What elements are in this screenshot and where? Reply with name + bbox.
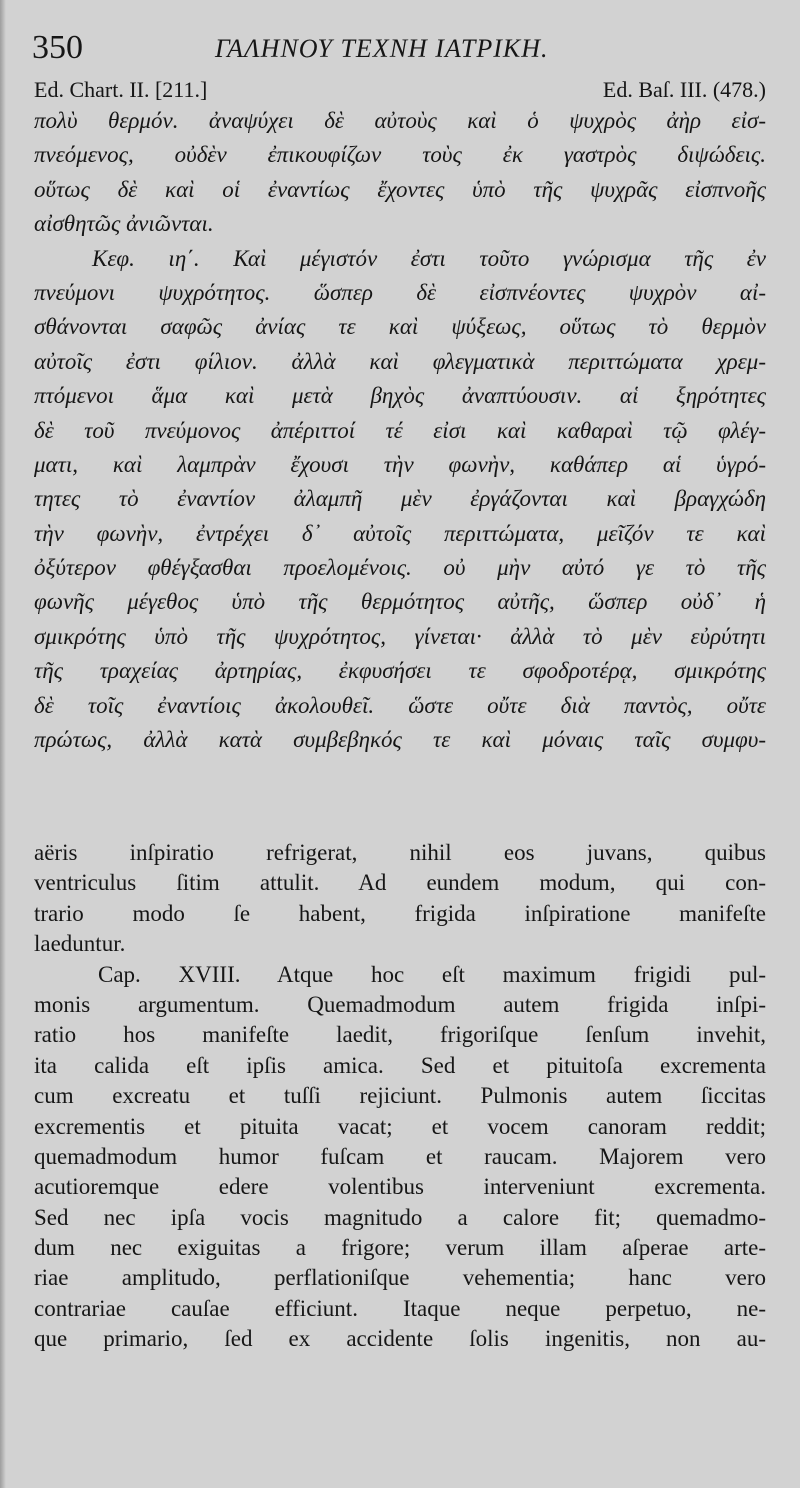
latin-text-line: contrariae cauſae efficiunt. Itaque neque perpetuo, ne- bbox=[34, 1295, 766, 1321]
latin-text-line: laeduntur. bbox=[34, 931, 126, 957]
latin-text-line: quemadmodum humor fuſcam et raucam. Majorem vero bbox=[34, 1143, 766, 1169]
latin-text-line: que primario, ſed ex accidente ſolis ingenitis, non au- bbox=[34, 1326, 766, 1352]
latin-chapter-heading-line: Cap. XVIII. Atque hoc eſt maximum frigidi pul- bbox=[98, 961, 766, 987]
running-title: ΓΑΛΗΝΟΥ ΤΕΧΝΗ ΙΑΤΡΙΚΗ. bbox=[215, 34, 549, 63]
greek-text-line: αἰσθητῶς ἀνιῶνται. bbox=[34, 211, 214, 237]
greek-text-line: ματι, καὶ λαμπρὰν ἔχουσι τὴν φωνὴν, καθάπερ αἱ ὑγρό- bbox=[34, 451, 766, 477]
latin-text-block bbox=[34, 838, 766, 1355]
latin-text-line: riae amplitudo, perflationiſque vehementia; hanc vero bbox=[34, 1265, 766, 1291]
greek-text-line: τῆς τραχείας ἀρτηρίας, ἐκφυσήσει τε σφοδροτέρᾳ, σμικρότης bbox=[34, 658, 766, 684]
page-number: 350 bbox=[32, 29, 83, 66]
latin-text-line: acutioremque edere volentibus interveniunt excrementa. bbox=[34, 1174, 766, 1200]
greek-text-line: πνεόμενος, οὐδὲν ἐπικουφίζων τοὺς ἐκ γαστρὸς διψώδεις. bbox=[34, 142, 766, 168]
greek-text-line: πολὺ θερμόν. ἀναψύχει δὲ αὐτοὺς καὶ ὁ ψυχρὸς ἀὴρ εἰσ- bbox=[34, 108, 766, 133]
latin-text-line: cum excreatu et tuſſi rejiciunt. Pulmonis autem ſiccitas bbox=[34, 1083, 766, 1109]
greek-text-line: πτόμενοι ἅμα καὶ μετὰ βηχὸς ἀναπτύουσιν. αἱ ξηρότητες bbox=[34, 383, 766, 409]
greek-text-line: πνεύμονι ψυχρότητος. ὥσπερ δὲ εἰσπνέοντες ψυχρὸν αἰ- bbox=[34, 279, 766, 305]
latin-text-line: Sed nec ipſa vocis magnitudo a calore fit; quemadmo- bbox=[34, 1204, 766, 1230]
latin-text-line: excrementis et pituita vacat; et vocem canoram reddit; bbox=[34, 1113, 766, 1139]
greek-text-line: σθάνονται σαφῶς ἀνίας τε καὶ ψύξεως, οὕτως τὸ θερμὸν bbox=[34, 314, 766, 340]
greek-text-line: ὀξύτερον φθέγξασθαι προελομένοις. οὐ μὴν αὐτό γε τὸ τῆς bbox=[34, 555, 766, 581]
edition-reference-line bbox=[34, 76, 766, 106]
edition-basel-reference: Ed. Baſ. III. (478.) bbox=[602, 77, 766, 102]
latin-text-line: ventriculus ſitim attulit. Ad eundem modum, qui con- bbox=[34, 870, 766, 896]
edition-chartier-reference: Ed. Chart. II. [211.] bbox=[34, 77, 208, 102]
greek-text-line: τητες τὸ ἐναντίον ἀλαμπῆ μὲν ἐργάζονται καὶ βραγχώδη bbox=[34, 486, 766, 512]
greek-text-line: αὐτοῖς ἐστι φίλιον. ἀλλὰ καὶ φλεγματικὰ περιττώματα χρεμ- bbox=[34, 348, 766, 374]
greek-text-line: σμικρότης ὑπὸ τῆς ψυχρότητος, γίνεται· ἀλλὰ τὸ μὲν εὐρύτητι bbox=[34, 623, 766, 649]
greek-text-block bbox=[34, 104, 766, 757]
greek-text-line: οὕτως δὲ καὶ οἱ ἐναντίως ἔχοντες ὑπὸ τῆς ψυχρᾶς εἰσπνοῆς bbox=[34, 176, 766, 202]
greek-chapter-heading-line: Κεφ. ιη΄. Καὶ μέγιστόν ἐστι τοῦτο γνώρισμα τῆς ἐν bbox=[92, 245, 766, 271]
latin-text-line: aëris inſpiratio refrigerat, nihil eos juvans, quibus bbox=[34, 840, 766, 865]
greek-text-line: φωνῆς μέγεθος ὑπὸ τῆς θερμότητος αὐτῆς, ὥσπερ οὐδ᾽ ἡ bbox=[34, 589, 766, 615]
latin-text-line: ita calida eſt ipſis amica. Sed et pituitoſa excrementa bbox=[34, 1052, 766, 1078]
page-edge-shadow bbox=[0, 0, 6, 1488]
greek-text-line: δὲ τοῖς ἐναντίοις ἀκολουθεῖ. ὥστε οὔτε διὰ παντὸς, οὔτε bbox=[34, 692, 766, 718]
latin-text-line: monis argumentum. Quemadmodum autem frigida inſpi- bbox=[34, 991, 766, 1017]
page-header bbox=[32, 28, 772, 68]
greek-text-line: δὲ τοῦ πνεύμονος ἀπέριττοί τέ εἰσι καὶ καθαραὶ τῷ φλέγ- bbox=[34, 417, 766, 443]
greek-text-line: τὴν φωνὴν, ἐντρέχει δ᾽ αὐτοῖς περιττώματα, μεῖζόν τε καὶ bbox=[34, 520, 766, 546]
latin-text-line: dum nec exiguitas a frigore; verum illam aſperae arte- bbox=[34, 1235, 766, 1261]
greek-text-line: πρώτως, ἀλλὰ κατὰ συμβεβηκός τε καὶ μόναις ταῖς συμφυ- bbox=[34, 727, 766, 753]
latin-text-line: trario modo ſe habent, frigida inſpiratione manifeſte bbox=[34, 900, 766, 926]
latin-text-line: ratio hos manifeſte laedit, frigoriſque ſenſum invehit, bbox=[34, 1022, 766, 1048]
